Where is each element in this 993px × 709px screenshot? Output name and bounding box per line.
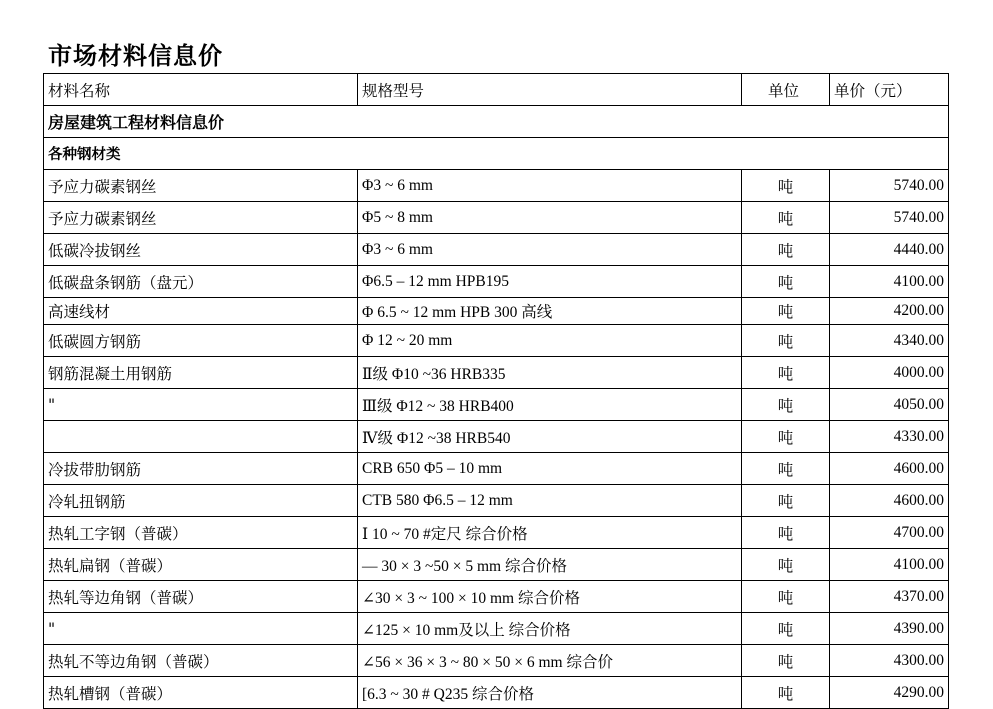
cell-spec: ∠125 × 10 mm及以上 综合价格 <box>358 613 742 645</box>
table-row <box>44 357 949 389</box>
cell-name: " <box>44 613 358 645</box>
cell-price: 4340.00 <box>830 325 949 357</box>
subsection-title: 各种钢材类 <box>44 138 949 170</box>
table-row <box>44 453 949 485</box>
table-row <box>44 202 949 234</box>
column-header-price: 单价（元） <box>830 74 949 106</box>
cell-unit: 吨 <box>742 298 830 325</box>
cell-spec: Φ6.5 – 12 mm HPB195 <box>358 266 742 298</box>
cell-name: 热轧扁钢（普碳） <box>44 549 358 581</box>
cell-unit: 吨 <box>742 170 830 202</box>
table-row <box>44 266 949 298</box>
table-row <box>44 421 949 453</box>
cell-price: 4200.00 <box>830 298 949 325</box>
cell-name: 低碳盘条钢筋（盘元） <box>44 266 358 298</box>
table-row <box>44 485 949 517</box>
cell-name: 钢筋混凝土用钢筋 <box>44 357 358 389</box>
column-header-unit: 单位 <box>742 74 830 106</box>
table-row <box>44 645 949 677</box>
cell-unit: 吨 <box>742 517 830 549</box>
cell-unit: 吨 <box>742 549 830 581</box>
cell-spec: [6.3 ~ 30 # Q235 综合价格 <box>358 677 742 709</box>
cell-name: " <box>44 389 358 421</box>
cell-price: 4700.00 <box>830 517 949 549</box>
cell-price: 4390.00 <box>830 613 949 645</box>
table-row <box>44 549 949 581</box>
header-row <box>44 74 949 106</box>
cell-unit: 吨 <box>742 234 830 266</box>
cell-name: 热轧槽钢（普碳） <box>44 677 358 709</box>
page-title: 市场材料信息价 <box>48 42 223 70</box>
cell-spec: Ⅳ级 Φ12 ~38 HRB540 <box>358 421 742 453</box>
cell-spec: — 30 × 3 ~50 × 5 mm 综合价格 <box>358 549 742 581</box>
cell-name: 予应力碳素钢丝 <box>44 170 358 202</box>
cell-unit: 吨 <box>742 389 830 421</box>
cell-price: 5740.00 <box>830 202 949 234</box>
cell-spec: Ⅱ级 Φ10 ~36 HRB335 <box>358 357 742 389</box>
cell-spec: Φ 12 ~ 20 mm <box>358 325 742 357</box>
cell-unit: 吨 <box>742 202 830 234</box>
table-row <box>44 517 949 549</box>
cell-spec: Φ 6.5 ~ 12 mm HPB 300 高线 <box>358 298 742 325</box>
subsection-row <box>44 138 949 170</box>
cell-price: 4440.00 <box>830 234 949 266</box>
cell-unit: 吨 <box>742 325 830 357</box>
column-header-name: 材料名称 <box>44 74 358 106</box>
table-row <box>44 581 949 613</box>
section-title: 房屋建筑工程材料信息价 <box>44 106 949 138</box>
table-row <box>44 613 949 645</box>
table-row <box>44 389 949 421</box>
cell-price: 4600.00 <box>830 453 949 485</box>
table-row <box>44 677 949 709</box>
cell-name: 低碳冷拔钢丝 <box>44 234 358 266</box>
cell-spec: CRB 650 Φ5 – 10 mm <box>358 453 742 485</box>
cell-spec: ∠56 × 36 × 3 ~ 80 × 50 × 6 mm 综合价 <box>358 645 742 677</box>
price-table-body <box>44 74 949 709</box>
cell-price: 4050.00 <box>830 389 949 421</box>
cell-spec: Φ3 ~ 6 mm <box>358 234 742 266</box>
cell-unit: 吨 <box>742 581 830 613</box>
table-row <box>44 325 949 357</box>
column-header-spec: 规格型号 <box>358 74 742 106</box>
cell-spec: Ⅰ 10 ~ 70 #定尺 综合价格 <box>358 517 742 549</box>
cell-unit: 吨 <box>742 266 830 298</box>
cell-unit: 吨 <box>742 677 830 709</box>
cell-price: 4300.00 <box>830 645 949 677</box>
price-table <box>43 73 949 709</box>
cell-price: 4370.00 <box>830 581 949 613</box>
cell-price: 4600.00 <box>830 485 949 517</box>
cell-unit: 吨 <box>742 485 830 517</box>
cell-spec: ∠30 × 3 ~ 100 × 10 mm 综合价格 <box>358 581 742 613</box>
cell-price: 4100.00 <box>830 549 949 581</box>
cell-spec: Φ5 ~ 8 mm <box>358 202 742 234</box>
cell-price: 4290.00 <box>830 677 949 709</box>
cell-spec: Ⅲ级 Φ12 ~ 38 HRB400 <box>358 389 742 421</box>
table-row <box>44 298 949 325</box>
cell-name: 予应力碳素钢丝 <box>44 202 358 234</box>
cell-unit: 吨 <box>742 645 830 677</box>
cell-name: 低碳圆方钢筋 <box>44 325 358 357</box>
section-row <box>44 106 949 138</box>
cell-name: 热轧不等边角钢（普碳） <box>44 645 358 677</box>
cell-unit: 吨 <box>742 453 830 485</box>
cell-unit: 吨 <box>742 421 830 453</box>
cell-name: 热轧工字钢（普碳） <box>44 517 358 549</box>
cell-unit: 吨 <box>742 613 830 645</box>
cell-name: 冷拔带肋钢筋 <box>44 453 358 485</box>
cell-name <box>44 421 358 453</box>
cell-price: 4330.00 <box>830 421 949 453</box>
cell-name: 高速线材 <box>44 298 358 325</box>
cell-price: 4100.00 <box>830 266 949 298</box>
table-row <box>44 234 949 266</box>
cell-name: 热轧等边角钢（普碳） <box>44 581 358 613</box>
cell-unit: 吨 <box>742 357 830 389</box>
cell-price: 4000.00 <box>830 357 949 389</box>
cell-price: 5740.00 <box>830 170 949 202</box>
table-row <box>44 170 949 202</box>
cell-spec: CTB 580 Φ6.5 – 12 mm <box>358 485 742 517</box>
cell-name: 冷轧扭钢筋 <box>44 485 358 517</box>
cell-spec: Φ3 ~ 6 mm <box>358 170 742 202</box>
